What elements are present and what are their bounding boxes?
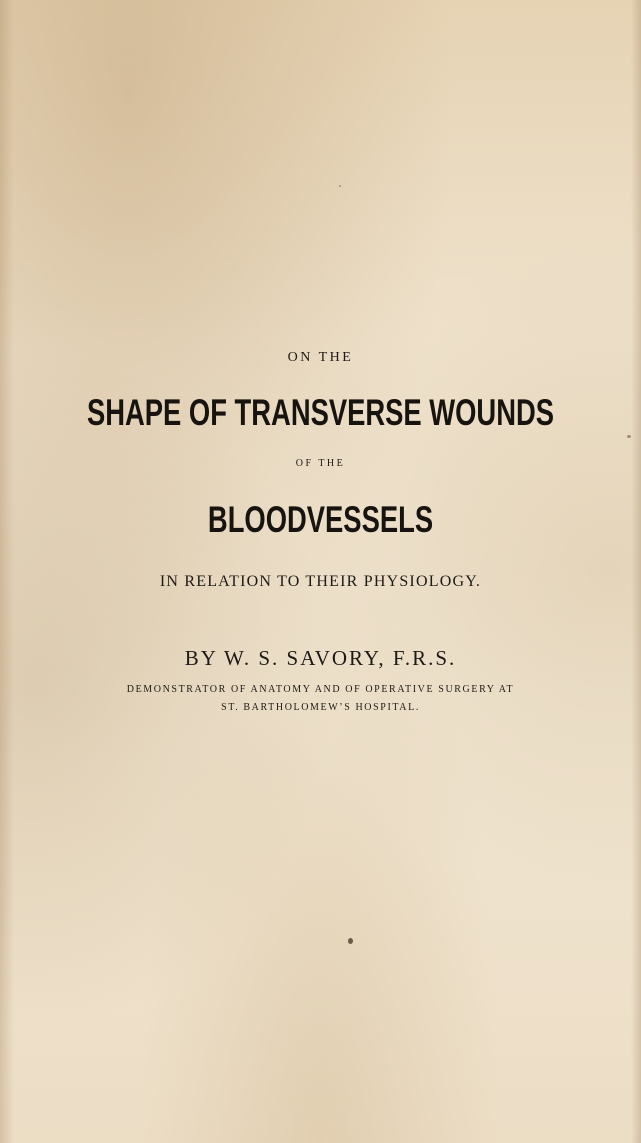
author-institution: ST. BARTHOLOMEW’S HOSPITAL. xyxy=(221,702,420,713)
ink-speck xyxy=(339,185,341,187)
subtitle: IN RELATION TO THEIR PHYSIOLOGY. xyxy=(159,573,482,590)
paper-edge-shadow-right xyxy=(631,0,641,1143)
author-position: DEMONSTRATOR OF ANATOMY AND OF OPERATIVE SURGERY AT xyxy=(126,684,515,695)
title-heading-2: BLOODVESSELS xyxy=(207,499,434,540)
connector-line: OF THE xyxy=(295,458,346,469)
title-heading: SHAPE OF TRANSVERSE WOUNDS xyxy=(86,392,555,433)
preposition-line: ON THE xyxy=(287,350,354,365)
author-byline: BY W. S. SAVORY, F.R.S. xyxy=(184,646,457,670)
paper-edge-shadow-left xyxy=(0,0,14,1143)
ink-speck xyxy=(348,938,353,944)
ink-speck xyxy=(627,435,631,438)
